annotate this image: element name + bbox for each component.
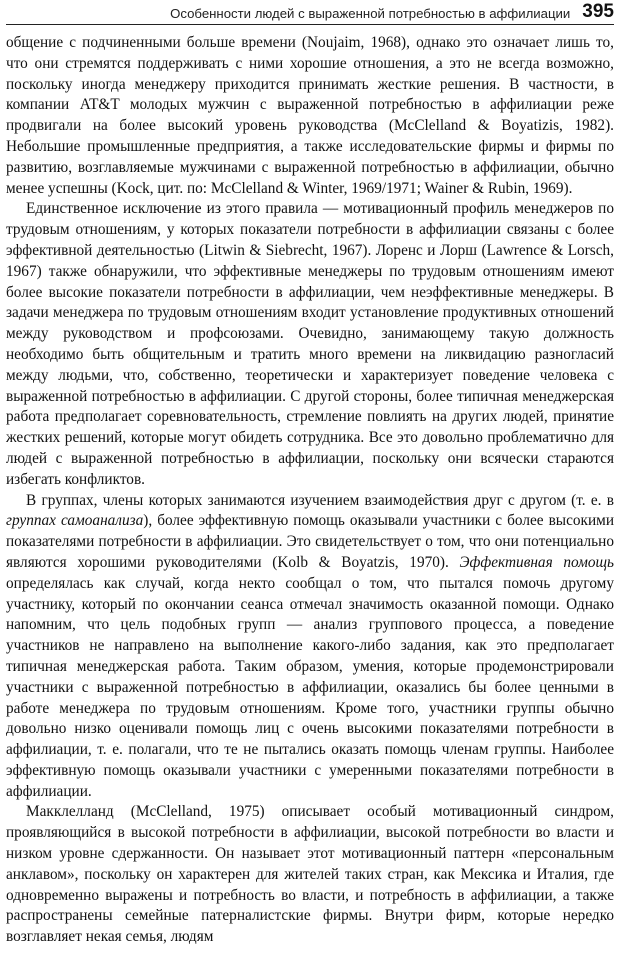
paragraph-3-text-a: В группах, члены которых занимаются изучением взаимодействия друг с другом (т. е. в [26,491,614,509]
running-head: Особенности людей с выраженной потребностью в аффилиации [170,6,571,21]
paragraph-3-text-c: определялась как случай, когда некто сообщал о том, что пытался помочь другому участнику, который по окончании сеанса отмечал значимость оказанной помощи. Однако напомним, что цель подобных групп — анализ группового процесса, а поведение участников не направлено на выполнение какого-либо задания, как это предполагает типичная менеджерская работа. Таким образом, умения, которые продемонстрировали участники с выраженной потребностью в аффилиации, оказались бы более ценными в работе менеджера по трудовым отношениям. Кроме того, участники группы обычно довольно низко оценивали помощь лиц с очень высокими показателями потребности в аффилиации, т. е. полагали, что те не пытались оказать помощь членам группы. Наиболее эффективную помощь оказывали участники с умеренными показателями потребности в аффилиации. [6,574,614,800]
page-number: 395 [582,1,614,22]
paragraph-4: Макклелланд (McClelland, 1975) описывает особый мотивационный синдром, проявляющийся в высокой потребности в аффилиации, высокой потребности во власти и низком уровне сдержанности. Он называет этот мотивационный паттерн «персональным анклавом», поскольку он характерен для жителей таких стран, как Мексика и Италия, где одновременно выражены и потребность во власти, и потребность в аффилиации, а также распространены семейные патерналистские фирмы. Внутри фирм, которые нередко возглавляет некая семья, людям [6,803,614,946]
paragraph-1: общение с подчиненными больше времени (Noujaim, 1968), однако это означает лишь то, что они стремятся поддерживать с ними хорошие отношения, а это не всегда возможно, поскольку иногда менеджеру приходится принимать жесткие решения. В частности, в компании AT&T молодых мужчин с выраженной потребностью в аффилиации реже продвигали на более высокий уровень руководства (McClelland & Boyatizis, 1982). Небольшие промышленные предприятия, а также исследовательские фирмы и фирмы по развитию, возглавляемые мужчинами с выраженной потребностью в аффилиации, обычно менее успешны (Kock, цит. по: McClelland & Winter, 1969/1971; Wainer & Rubin, 1969). [6,34,614,197]
paragraph-3 [6,491,614,803]
page-header [6,0,614,25]
paragraph-3-text-b: ), более эффективную помощь оказывали участники с более высокими показателями потребности в аффилиации. Это свидетельствует о том, что они потенциально являются хорошими руководителями (Kolb & Boyatzis, 1970). [6,512,615,571]
body-text [6,33,614,948]
paragraph-2: Единственное исключение из этого правила — мотивационный профиль менеджеров по трудовым отношениям, у которых показатели потребности в аффилиации связаны с более эффективной деятельностью (Litwin & Siebrecht, 1967). Лоренс и Лорш (Lawrence & Lorsch, 1967) также обнаружили, что эффективные менеджеры по трудовым отношениям имеют более высокие показатели потребности в аффилиации, чем неэффективные менеджеры. В задачи менеджера по трудовым отношениям входит установление продуктивных отношений между руководством и профсоюзами. Очевидно, занимающему такую должность необходимо быть общительным и тратить много времени на ликвидацию разногласий между людьми, что, собственно, теоретически и характеризует поведение человека с выраженной потребностью в аффилиации. С другой стороны, более типичная менеджерская работа предполагает соревновательность, стремление повлиять на других людей, принятие жестких решений, которые могут обидеть сотрудника. Все это довольно проблематично для людей с выраженной потребностью в аффилиации, поскольку они всячески стараются избегать конфликтов. [6,200,614,488]
term-self-analysis-groups: группах самоанализа [6,512,144,530]
term-effective-help: Эффективная помощь [459,553,615,571]
